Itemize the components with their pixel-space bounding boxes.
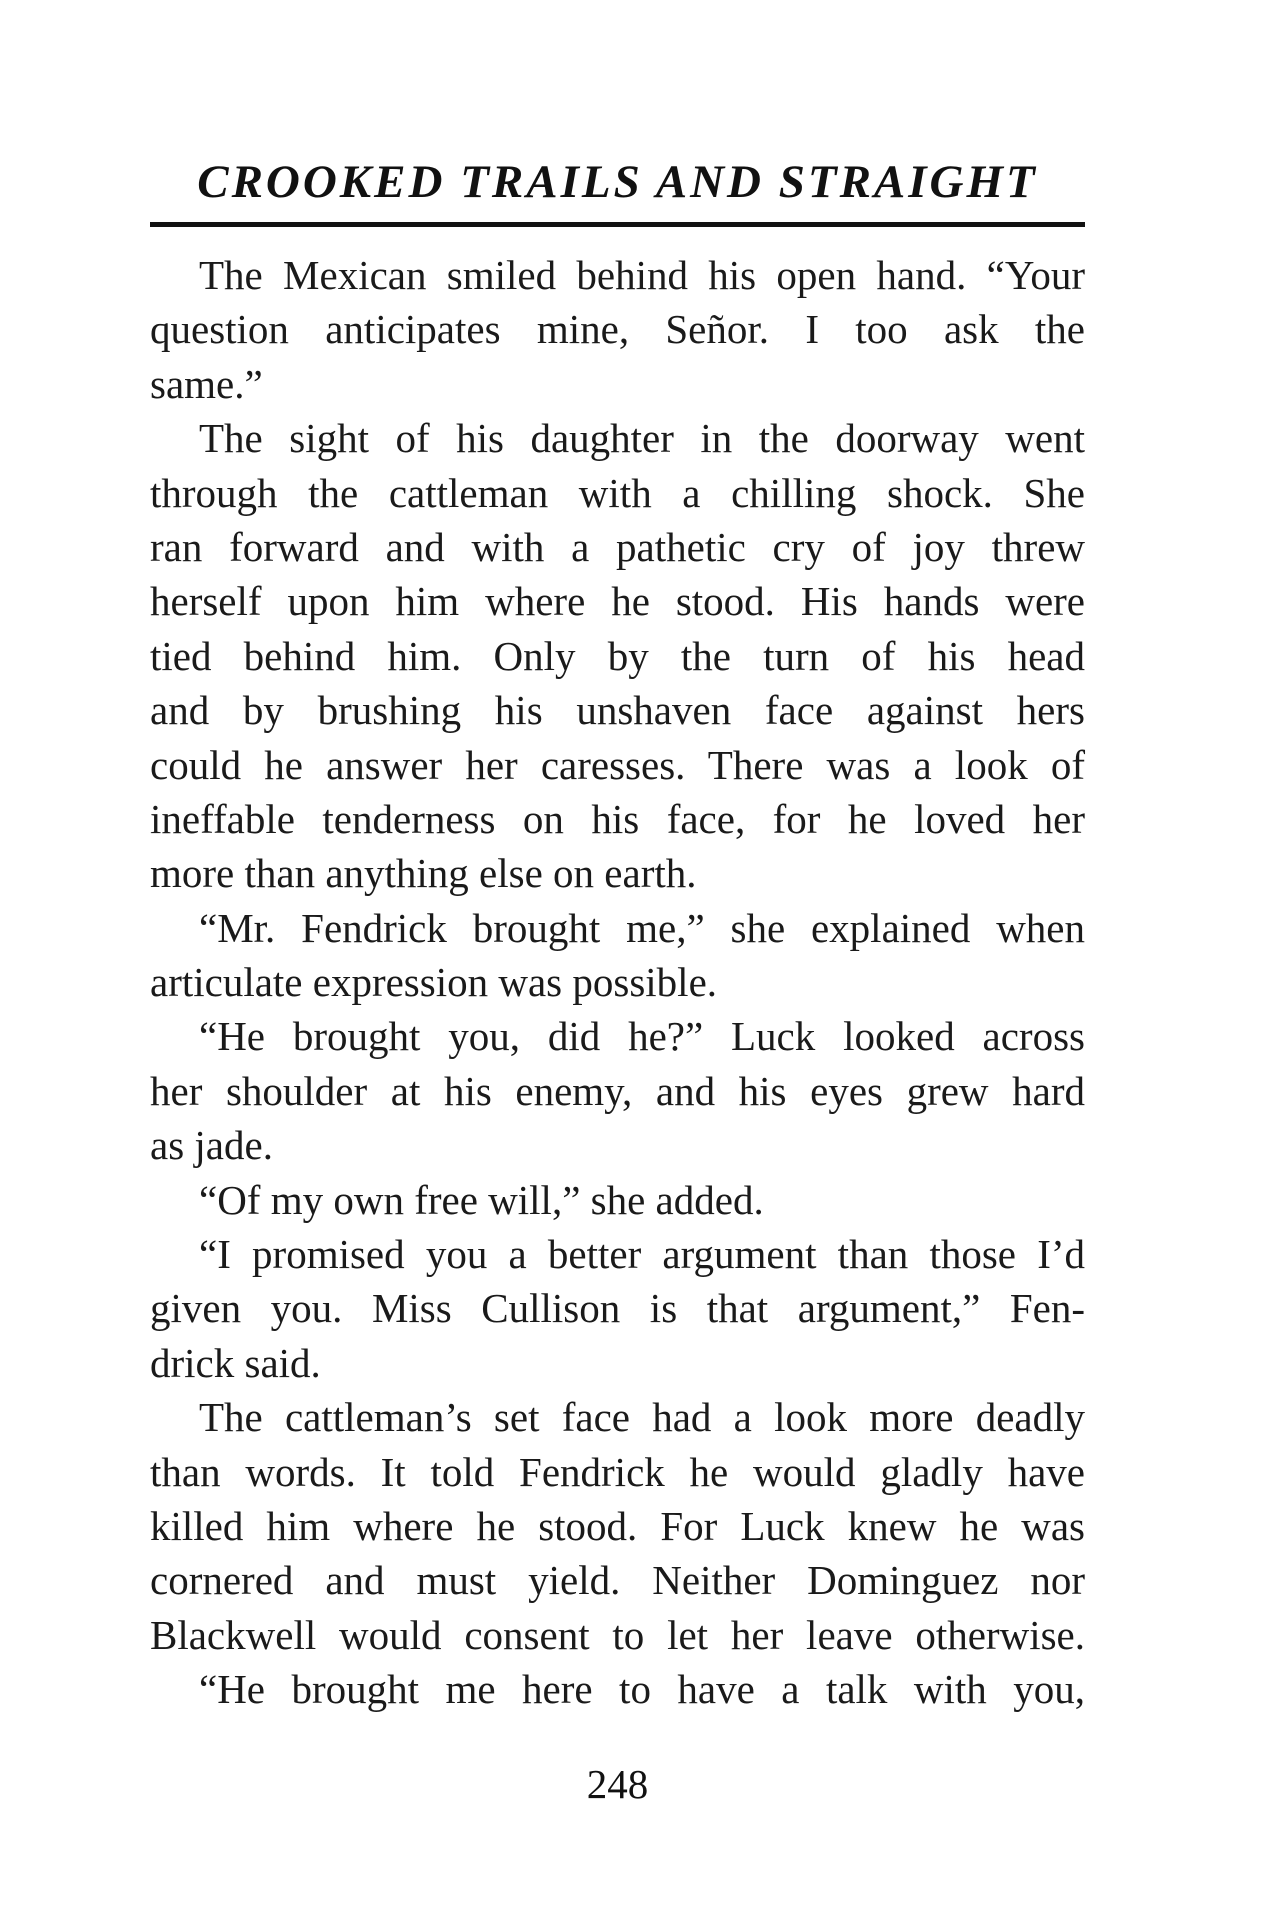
text-line: more than anything else on earth. xyxy=(150,850,697,897)
text-line: tied behind him. Only by the turn of his head xyxy=(150,632,1085,679)
text-line: through the cattleman with a chilling shock. She xyxy=(150,469,1085,516)
text-line: cornered and must yield. Neither Dominguez nor xyxy=(150,1557,1085,1604)
text-line: than words. It told Fendrick he would gladly have xyxy=(150,1448,1085,1495)
body-text xyxy=(150,248,1085,1717)
page-number: 248 xyxy=(586,1761,649,1807)
text-line: “I promised you a better argument than those I’d xyxy=(199,1231,1085,1278)
running-head: CROOKED TRAILS AND STRAIGHT xyxy=(197,156,1038,208)
text-line: as jade. xyxy=(150,1122,273,1169)
text-line: question anticipates mine, Señor. I too ask the xyxy=(150,306,1085,353)
text-line: her shoulder at his enemy, and his eyes grew hard xyxy=(150,1067,1085,1114)
text-line: The cattleman’s set face had a look more deadly xyxy=(199,1394,1085,1441)
text-line: The Mexican smiled behind his open hand. “Your xyxy=(199,252,1085,298)
text-line: drick said. xyxy=(150,1339,321,1386)
text-line: killed him where he stood. For Luck knew he was xyxy=(150,1502,1085,1549)
text-line: “Mr. Fendrick brought me,” she explained when xyxy=(199,904,1085,951)
text-line: given you. Miss Cullison is that argument,” Fen- xyxy=(150,1285,1085,1332)
text-line: same.” xyxy=(150,360,263,407)
text-line: ran forward and with a pathetic cry of joy threw xyxy=(150,523,1085,570)
text-line: “He brought you, did he?” Luck looked across xyxy=(199,1013,1085,1060)
text-line: Blackwell would consent to let her leave otherwise. xyxy=(150,1611,1085,1658)
text-line: herself upon him where he stood. His hands were xyxy=(150,578,1085,625)
text-line: could he answer her caresses. There was a look of xyxy=(150,741,1085,788)
header-rule xyxy=(150,222,1085,227)
text-line: and by brushing his unshaven face against hers xyxy=(150,687,1085,734)
text-line: articulate expression was possible. xyxy=(150,959,718,1006)
text-line: “Of my own free will,” she added. xyxy=(199,1176,764,1223)
text-line: The sight of his daughter in the doorway went xyxy=(199,415,1085,462)
text-line: “He brought me here to have a talk with you, xyxy=(199,1666,1085,1713)
text-line: ineffable tenderness on his face, for he loved her xyxy=(150,795,1085,842)
